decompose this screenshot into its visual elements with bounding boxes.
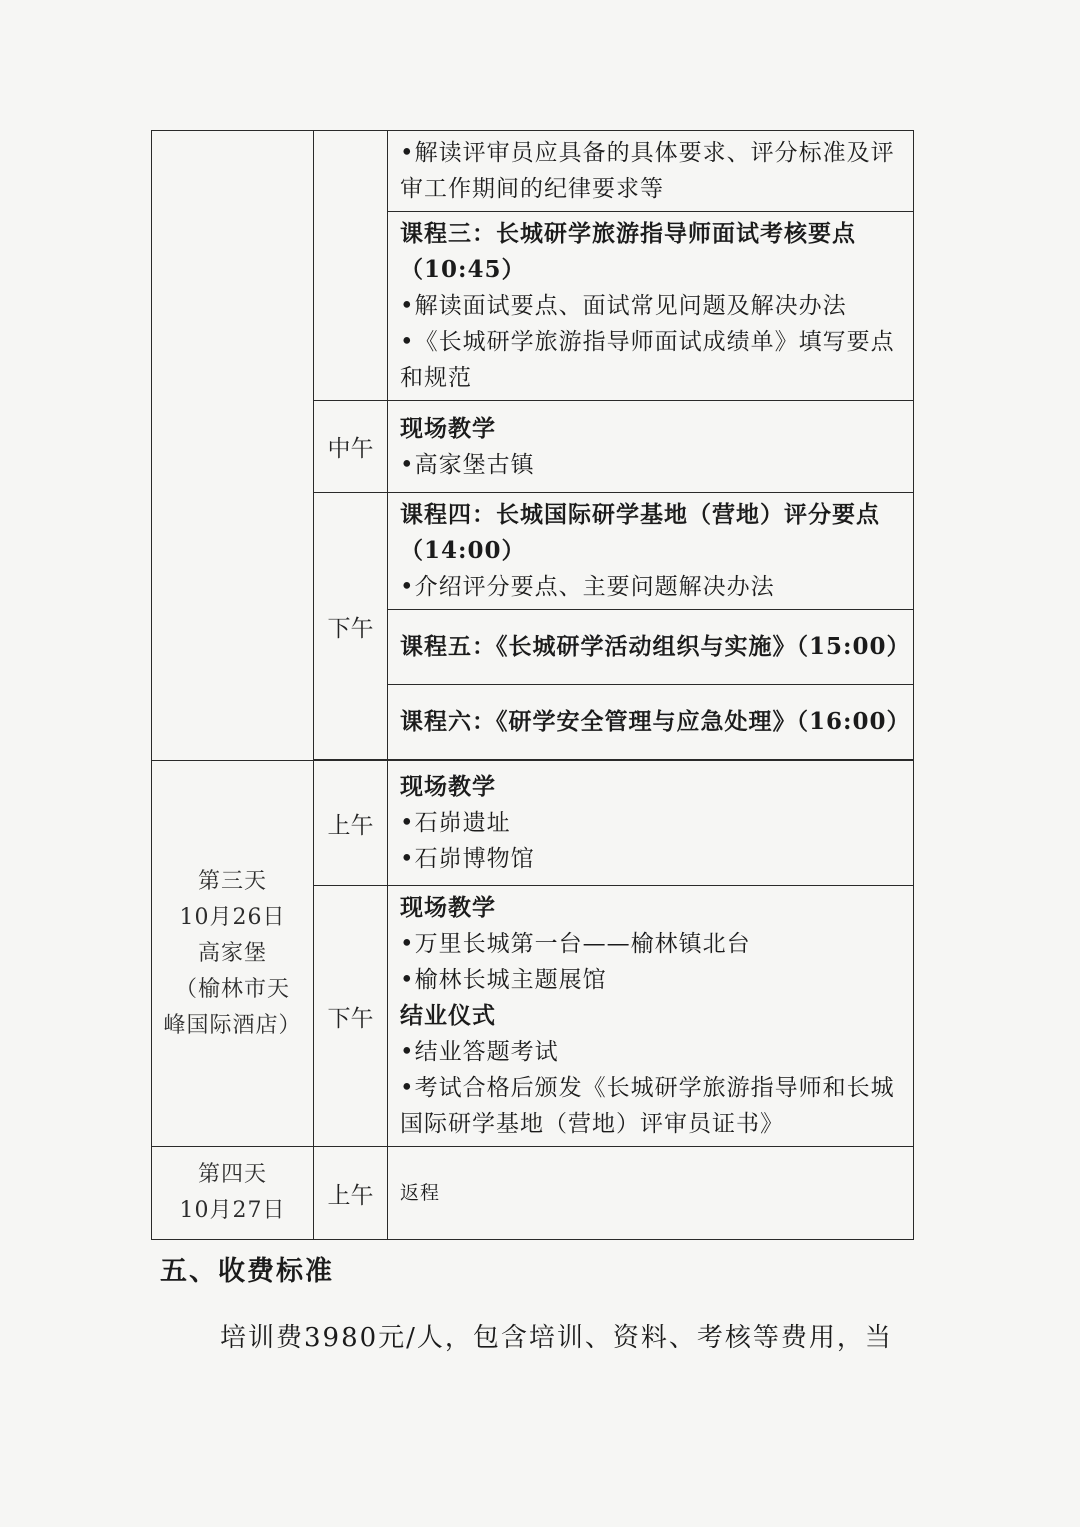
activity-title: 现场教学: [400, 773, 496, 800]
list-item: •石峁遗址: [400, 810, 511, 836]
list-item: •解读面试要点、面试常见问题及解决办法: [400, 293, 847, 319]
content-cell: [388, 401, 914, 493]
content-cell: [388, 761, 914, 886]
course-title: 课程六：《研学安全管理与应急处理》（16:00）: [400, 708, 911, 735]
day-label: 第三天: [197, 868, 267, 894]
list-item: •石峁博物馆: [400, 846, 535, 872]
location-detail: 峰国际酒店）: [163, 1012, 302, 1038]
course-title: 课程四：长城国际研学基地（营地）评分要点（14:00）: [400, 501, 880, 564]
content-cell: [388, 1147, 914, 1240]
list-item: •结业答题考试: [400, 1039, 559, 1065]
day-label: 第四天: [197, 1162, 267, 1187]
list-item: •万里长城第一台——榆林镇北台: [400, 931, 751, 957]
date-label: 10月27日: [179, 1198, 286, 1223]
list-item: •解读评审员应具备的具体要求、评分标准及评审工作期间的纪律要求等: [400, 140, 895, 202]
list-item: •榆林长城主题展馆: [400, 967, 607, 993]
section-heading: 五、收费标准: [160, 1256, 334, 1287]
list-item: •考试合格后颁发《长城研学旅游指导师和长城国际研学基地（营地）评审员证书》: [400, 1075, 895, 1137]
period-label: 上午: [314, 761, 388, 886]
fee-paragraph: 培训费3980元/人，包含培训、资料、考核等费用，当: [220, 1323, 893, 1353]
location-label: 高家堡: [197, 940, 267, 966]
content-cell: [388, 886, 914, 1147]
day-cell-continued: [152, 131, 314, 761]
activity-title: 结业仪式: [400, 1002, 496, 1029]
day-cell: [152, 761, 314, 1147]
schedule-table: [151, 130, 914, 1240]
content-cell: [388, 610, 914, 685]
day-cell: [152, 1147, 314, 1240]
course-title: 课程五：《长城研学活动组织与实施》（15:00）: [400, 633, 911, 660]
content-cell: [388, 131, 914, 212]
activity-title: 现场教学: [400, 894, 496, 921]
list-item: •介绍评分要点、主要问题解决办法: [400, 574, 775, 600]
content-cell: [388, 212, 914, 401]
table-row: [152, 1147, 914, 1240]
activity-title: 现场教学: [400, 414, 496, 442]
table-row: [152, 131, 914, 212]
period-label: 上午: [314, 1147, 388, 1240]
list-item: 返程: [400, 1182, 441, 1204]
content-cell: [388, 493, 914, 610]
period-label: 下午: [314, 493, 388, 760]
table-row: [152, 761, 914, 886]
location-detail: （榆林市天: [174, 976, 290, 1002]
period-label: 下午: [314, 886, 388, 1147]
content-cell: [388, 685, 914, 760]
course-title: 课程三：长城研学旅游指导师面试考核要点（10:45）: [400, 220, 856, 283]
list-item: •《长城研学旅游指导师面试成绩单》填写要点和规范: [400, 329, 895, 391]
period-cell-morning-continued: [314, 131, 388, 401]
period-label: 中午: [314, 401, 388, 493]
list-item: •高家堡古镇: [400, 451, 535, 478]
date-label: 10月26日: [179, 904, 286, 930]
